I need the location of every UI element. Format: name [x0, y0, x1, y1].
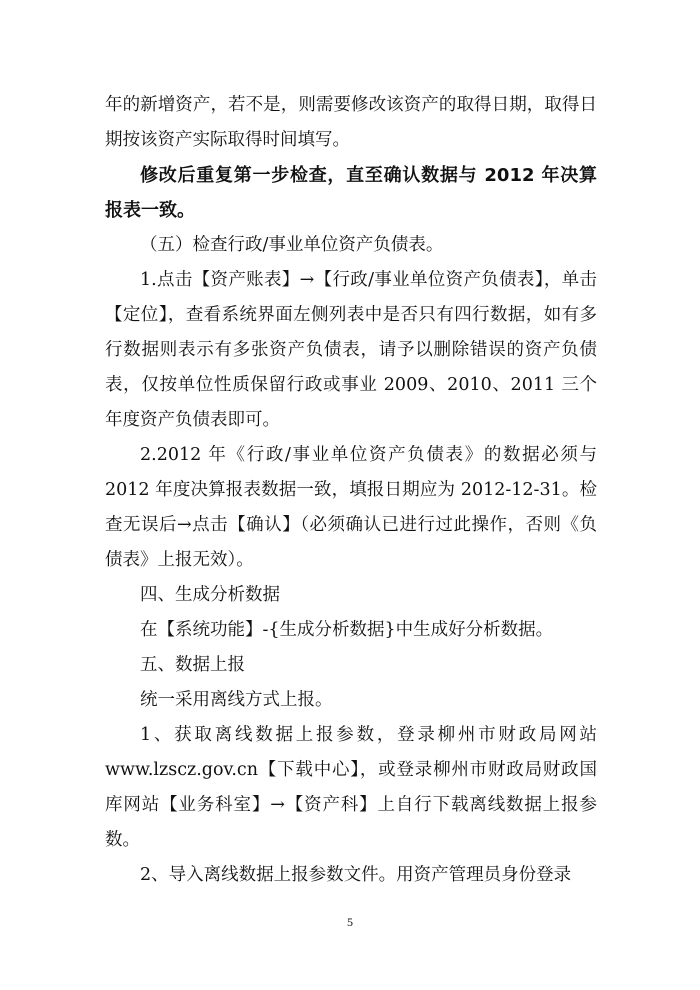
heading-check-balance-sheet: （五）检查行政/事业单位资产负债表。: [140, 235, 444, 255]
section-heading-generate-analysis: 四、生成分析数据: [140, 585, 280, 605]
page-number: 5: [347, 915, 353, 929]
paragraph-repeat-check: 修改后重复第一步检查，直至确认数据与 2012 年决算报表一致。: [105, 165, 597, 221]
paragraph-step-2-balance-sheet: 2.2012 年《行政/事业单位资产负债表》的数据必须与 2012 年度决算报表数据一致，填报日期应为 2012-12-31。检查无误后→点击【确认】（必须确认已进行过此操作，否则《负债表》上报无效）。: [105, 445, 597, 570]
paragraph-offline-upload: 统一采用离线方式上报。: [140, 690, 333, 710]
section-heading-data-upload: 五、数据上报: [140, 655, 245, 675]
paragraph-step-1-offline-params: 1、获取离线数据上报参数，登录柳州市财政局网站 www.lzscz.gov.cn【下载中心】，或登录柳州市财政局财政国库网站【业务科室】→【资产科】上自行下载离线数据上报参数。: [105, 725, 597, 850]
paragraph-step-2-import-params: 2、导入离线数据上报参数文件。用资产管理员身份登录: [140, 865, 572, 885]
paragraph-step-1-balance-sheet: 1.点击【资产账表】→【行政/事业单位资产负债表】，单击【定位】，查看系统界面左侧列表中是否只有四行数据，如有多行数据则表示有多张资产负债表，请予以删除错误的资产负债表，仅按单位性质保留行政或事业 2009、2010、2011 三个年度资产负债表即可。: [105, 270, 597, 430]
paragraph-asset-date-note: 年的新增资产，若不是，则需要修改该资产的取得日期，取得日期按该资产实际取得时间填写。: [105, 95, 597, 150]
paragraph-generate-analysis: 在【系统功能】-{生成分析数据}中生成好分析数据。: [140, 620, 554, 640]
